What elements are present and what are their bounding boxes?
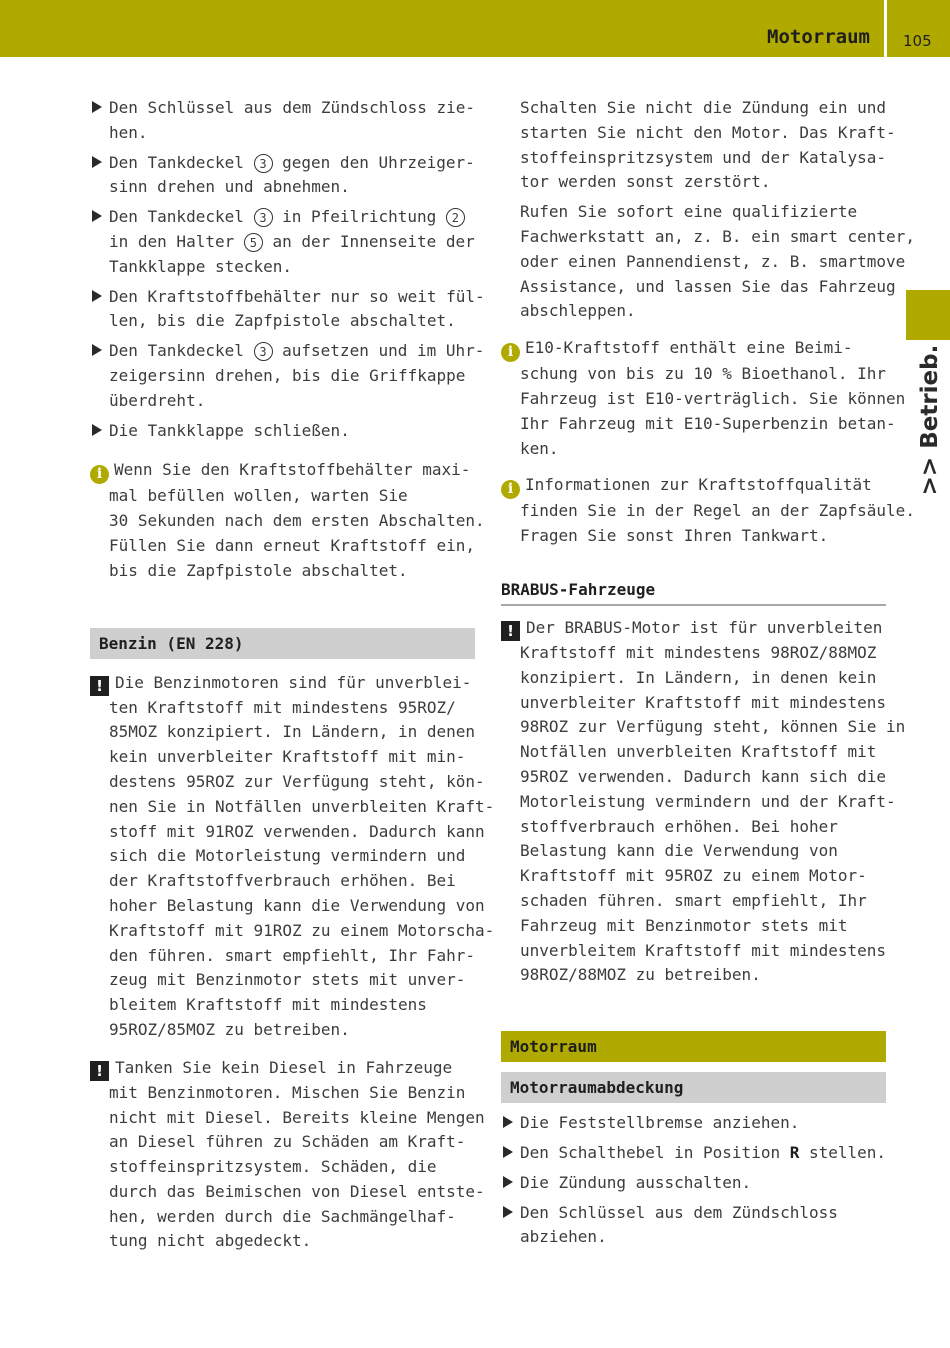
chapter-tab	[906, 290, 950, 340]
step-arrow-icon	[92, 156, 102, 168]
paragraph: Rufen Sie sofort eine qualifizierte Fachwerkstatt an, z. B. ein smart center, oder einen Pannendienst, z. B. smartmove Assistance, und lassen Sie das Fahrzeug abschleppen.	[520, 202, 915, 321]
callout-number: 3	[254, 154, 273, 173]
page-title: Motorraum	[767, 26, 870, 48]
step-item: Den Kraftstoffbehälter nur so weit fül- len, bis die Zapfpistole abschaltet.	[90, 285, 480, 335]
step-arrow-icon	[92, 210, 102, 222]
step-item: Die Tankklappe schließen.	[90, 419, 480, 444]
warning-icon: !	[90, 1061, 109, 1081]
step-item: Den Schalthebel in Position R stellen.	[501, 1141, 887, 1166]
step-list	[501, 1111, 887, 1250]
right-column	[501, 96, 915, 1255]
warning-icon: !	[90, 676, 109, 696]
callout-number: 2	[446, 208, 465, 227]
step-arrow-icon	[503, 1116, 513, 1128]
step-item: Den Tankdeckel 3 gegen den Uhrzeiger- sinn drehen und abnehmen.	[90, 151, 480, 201]
step-arrow-icon	[92, 424, 102, 436]
paragraph: Schalten Sie nicht die Zündung ein und starten Sie nicht den Motor. Das Kraft- stoffeinspritzsystem und der Katalysa- tor werden sonst zerstört.	[520, 98, 896, 192]
section-heading-motorraum: Motorraum	[501, 1031, 886, 1062]
warning-note: ! Die Benzinmotoren sind für unverblei- ten Kraftstoff mit mindestens 95ROZ/ 85MOZ konzipiert. In Ländern, in denen kein unverbleiter Kraftstoff mit min- destens 95ROZ zur Verfügung steht, kön- nen Sie in Notfällen unverbleiten Kraft- stoff mit 91ROZ verwenden. Dadurch kann sich die Motorleistung vermindern und der Kraftstoffverbrauch erhöhen. Bei hoher Belastung kann die Verwendung von Kraftstoff mit 91ROZ zu einem Motorscha- den führen. smart empfiehlt, Ihr Fahr- zeug mit Benzinmotor stets mit unver- bleitem Kraftstoff mit mindestens 95ROZ/85MOZ zu betreiben.	[90, 671, 480, 1043]
info-icon: i	[90, 465, 109, 484]
step-arrow-icon	[92, 101, 102, 113]
header-divider	[884, 0, 887, 57]
section-heading-benzin: Benzin (EN 228)	[90, 628, 475, 659]
left-column	[90, 96, 495, 1254]
gear-position-key: R	[789, 1142, 800, 1162]
step-item: Den Tankdeckel 3 in Pfeilrichtung 2 in den Halter 5 an der Innenseite der Tankklappe stecken.	[90, 205, 480, 279]
info-icon: i	[501, 343, 520, 362]
step-arrow-icon	[503, 1206, 513, 1218]
step-item: Den Tankdeckel 3 aufsetzen und im Uhr- zeigersinn drehen, bis die Griffkappe überdreht.	[90, 339, 480, 413]
chapter-label: >> Betrieb.	[917, 344, 943, 496]
info-note: i Informationen zur Kraftstoffqualität finden Sie in der Regel an der Zapfsäule. Fragen Sie sonst Ihren Tankwart.	[501, 473, 887, 549]
callout-number: 5	[244, 233, 263, 252]
warning-icon: !	[501, 621, 520, 641]
step-item: Die Zündung ausschalten.	[501, 1171, 887, 1196]
step-arrow-icon	[503, 1176, 513, 1188]
warning-note: ! Tanken Sie kein Diesel in Fahrzeuge mit Benzinmotoren. Mischen Sie Benzin nicht mit Diesel. Bereits kleine Mengen an Diesel führen zu Schäden am Kraft- stoffeinspritzsystem. Schäden, die durch das Beimischen von Diesel entste- hen, werden durch die Sachmängelhaf- tung nicht abgedeckt.	[90, 1056, 480, 1255]
step-arrow-icon	[92, 290, 102, 302]
subsection-heading-motorraumabdeckung: Motorraumabdeckung	[501, 1072, 886, 1103]
info-note: i Wenn Sie den Kraftstoffbehälter maxi- mal befüllen wollen, warten Sie 30 Sekunden nach dem ersten Abschalten. Füllen Sie dann erneut Kraftstoff ein, bis die Zapfpistole abschaltet.	[90, 458, 480, 583]
warning-note: ! Der BRABUS-Motor ist für unverbleiten Kraftstoff mit mindestens 98ROZ/88MOZ konzipiert. In Ländern, in denen kein unverbleiter Kraftstoff mit mindestens 98ROZ zur Verfügung steht, können Sie in Notfällen unverbleiten Kraftstoff mit 95ROZ verwenden. Dadurch kann sich die Motorleistung vermindern und der Kraft- stoffverbrauch erhöhen. Bei hoher Belastung kann die Verwendung von Kraftstoff mit 95ROZ zu einem Motor- schaden führen. smart empfiehlt, Ihr Fahrzeug mit Benzinmotor stets mit unverbleitem Kraftstoff mit mindestens 98ROZ/88MOZ zu betreiben.	[501, 616, 887, 988]
step-arrow-icon	[503, 1146, 513, 1158]
info-note: i E10-Kraftstoff enthält eine Beimi- schung von bis zu 10 % Bioethanol. Ihr Fahrzeug ist E10-verträglich. Sie können Ihr Fahrzeug mit E10-Superbenzin betan- ken.	[501, 336, 887, 461]
step-item: Den Schlüssel aus dem Zündschloss zie- hen.	[90, 96, 480, 146]
step-item: Die Feststellbremse anziehen.	[501, 1111, 887, 1136]
callout-number: 3	[254, 208, 273, 227]
step-item: Den Schlüssel aus dem Zündschloss abziehen.	[501, 1201, 887, 1251]
page-number: 105	[903, 32, 932, 50]
info-icon: i	[501, 480, 520, 499]
callout-number: 3	[254, 342, 273, 361]
page-header	[0, 0, 950, 57]
subheading-brabus: BRABUS-Fahrzeuge	[501, 575, 886, 606]
step-arrow-icon	[92, 344, 102, 356]
